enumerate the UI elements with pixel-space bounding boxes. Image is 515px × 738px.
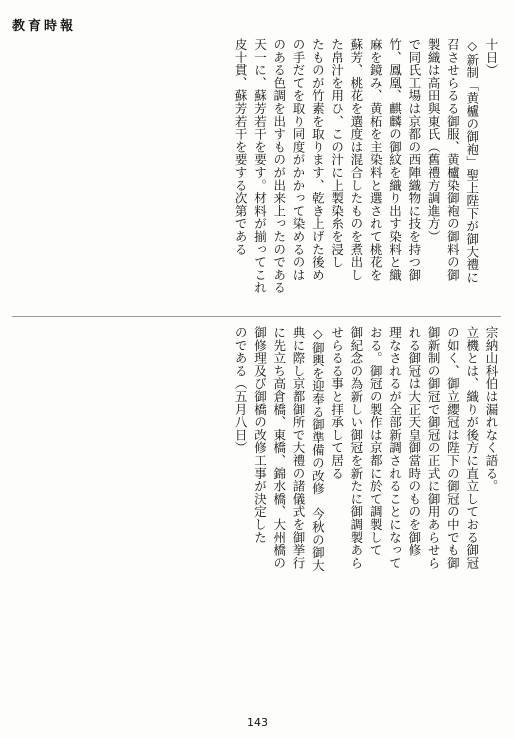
text-column: 御新制の御冠で御冠の正式に御用あらせら bbox=[426, 326, 442, 570]
text-column: 典に際し京都御所で大禮の諸儀式を御挙行 bbox=[291, 326, 307, 570]
text-column: の如く、御立纓冠は陛下の御冠の中でも御 bbox=[445, 326, 461, 570]
text-column: 竹、鳳凰、麒麟の御紋を織り出す染料と織 bbox=[387, 38, 403, 282]
text-column: の手だてを取り同度がかかって染めるのは bbox=[291, 38, 307, 282]
text-column: た帛汁を用ひ、この汁に上製染糸を浸し bbox=[329, 38, 345, 269]
upper-text-block bbox=[9, 38, 501, 306]
text-column: 製織は高田與東氏（舊禮方調進方） bbox=[426, 38, 442, 243]
text-column: れる御冠は大正天皇御當時のものを御修 bbox=[406, 326, 422, 557]
text-column: ◇御輿を迎奉る御準備の改修 今秋の御大 bbox=[310, 326, 326, 572]
text-column: 召させらるる御服、黄櫨染御袍の御料の御 bbox=[445, 38, 461, 282]
text-column: 蘇芳、桃花を選度は混合したものを煮出し bbox=[348, 38, 364, 282]
text-column: せらるる事と拝承して居る bbox=[329, 326, 345, 480]
text-column: のある色調を出すものが出来上ったのである bbox=[271, 38, 287, 294]
text-column: 御紀念の為新しい御冠を新たに御調製あら bbox=[348, 326, 364, 570]
text-column: 立機とは、織りが後方に直立しておる御冠 bbox=[464, 326, 480, 570]
text-column: 十日） bbox=[484, 38, 499, 77]
page-number: 143 bbox=[247, 716, 268, 729]
text-column: 天一に、蘇芳若干を要す。材料が揃ってこれ bbox=[252, 38, 268, 294]
text-column: に先立ち高倉橋、東橋、錦水橋、大州橋の bbox=[271, 326, 287, 570]
text-column: おる。御冠の製作は京都に於て調製して bbox=[368, 326, 384, 557]
text-column: たものが竹素を取ります、乾き上げた後め bbox=[310, 38, 326, 282]
lower-text-block bbox=[9, 326, 501, 716]
text-column: 理なされるが全部新調されることになって bbox=[387, 326, 403, 570]
text-column: で同氏工場は京都の西陣織物に技を持つ御 bbox=[406, 38, 422, 282]
section-divider bbox=[12, 316, 501, 317]
text-column: 皮十貫、蘇芳若干を要する次第である bbox=[233, 38, 249, 256]
page-header-title: 教育時報 bbox=[12, 19, 77, 34]
text-column: ◇新制「黄櫨の御袍」聖上陛下が御大禮に bbox=[464, 38, 480, 284]
text-column: のである（五月八日） bbox=[233, 326, 249, 454]
text-column: 宗納山科伯は漏れなく語る。 bbox=[484, 326, 499, 493]
text-column: 御修理及び御橋の改修工事が決定した bbox=[252, 326, 268, 544]
text-column: 麻を鏡み、黄柘を主染料と選されて桃花を bbox=[368, 38, 384, 282]
